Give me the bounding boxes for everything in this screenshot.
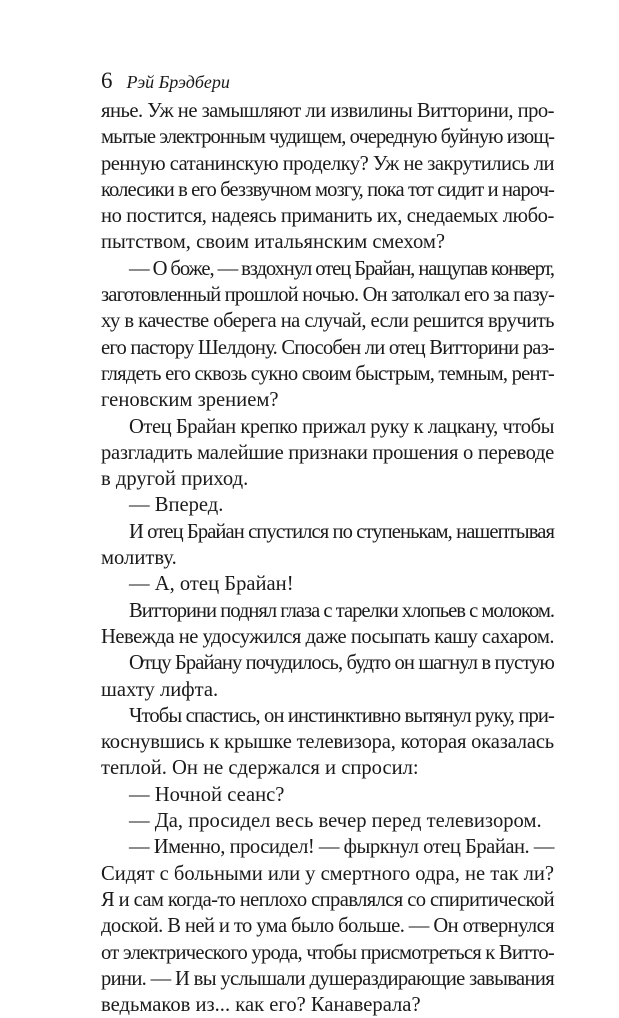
text-line: мытые электронным чудищем, очередную буйную изощ- (101, 126, 554, 149)
text-line: глядеть его сквозь сукно своим быстрым, темным, рент- (101, 362, 554, 385)
text-line: разгладить малейшие признаки прошения о переводе (101, 441, 554, 464)
text-line: Витторини поднял глаза с тарелки хлопьев с молоком. (129, 599, 554, 622)
text-line: теплой. Он не сдержался и спросил: (101, 757, 419, 780)
text-line: ренную сатанинскую проделку? Уж не закрутились ли (101, 152, 554, 175)
text-line: заготовленный прошлой ночью. Он затолкал его за пазу- (101, 284, 554, 307)
text-line: но постится, надеясь приманить их, снедаемых любо- (101, 205, 555, 228)
text-line: Отец Брайан крепко прижал руку к лацкану, чтобы (129, 415, 554, 438)
text-line: рини. — И вы услышали душераздирающие завывания (101, 967, 554, 990)
text-line: Я и сам когда-то неплохо справлялся со спиритической (101, 888, 554, 911)
text-line: Невежда не удосужился даже посыпать кашу сахаром. (101, 625, 554, 648)
text-line: колесики в его беззвучном мозгу, пока тот сидит и нароч- (101, 178, 554, 201)
text-line: ведьмаков из... как его? Канаверала? (101, 994, 421, 1017)
text-line: Сидят с больными или у смертного одра, не так ли? (101, 862, 554, 885)
text-line: — А, отец Брайан! (129, 573, 294, 596)
author-name: Рэй Брэдбери (126, 72, 230, 92)
book-page (101, 64, 554, 1018)
text-line: янье. Уж не замышляют ли извилины Витторини, про- (101, 100, 554, 122)
page-number: 6 (101, 68, 113, 93)
text-line: коснувшись к крышке телевизора, которая оказалась (101, 731, 554, 754)
text-line: — Вперед. (129, 494, 224, 517)
text-line: молитву. (101, 547, 177, 570)
text-line: геновским зрением? (101, 389, 279, 412)
text-line: в другой приход. (101, 468, 249, 491)
text-line: шахту лифта. (101, 678, 219, 701)
text-line: доской. В ней и то ума было больше. — Он отвернулся (101, 915, 554, 938)
text-line: — Да, просидел весь вечер перед телевизором. (129, 810, 542, 833)
running-head (101, 64, 554, 98)
text-line: Чтобы спастись, он инстинктивно вытянул руку, при- (129, 704, 554, 727)
text-line: от электрического урода, чтобы присмотреться к Витто- (101, 941, 554, 964)
text-line: — О боже, — вздохнул отец Брайан, нащупав конверт, (129, 257, 554, 280)
text-line: ху в качестве оберега на случай, если решится вручить (101, 310, 555, 333)
text-line: пытством, своим итальянским смехом? (101, 231, 446, 254)
text-line: — Ночной сеанс? (129, 783, 285, 806)
text-line: — Именно, просидел! — фыркнул отец Брайан. — (129, 836, 554, 859)
text-line: И отец Брайан спустился по ступенькам, нашептывая (129, 520, 554, 543)
text-line: Отцу Брайану почудилось, будто он шагнул в пустую (129, 652, 554, 675)
body-text (101, 98, 554, 1018)
text-line: его пастору Шелдону. Способен ли отец Витторини раз- (101, 336, 554, 359)
